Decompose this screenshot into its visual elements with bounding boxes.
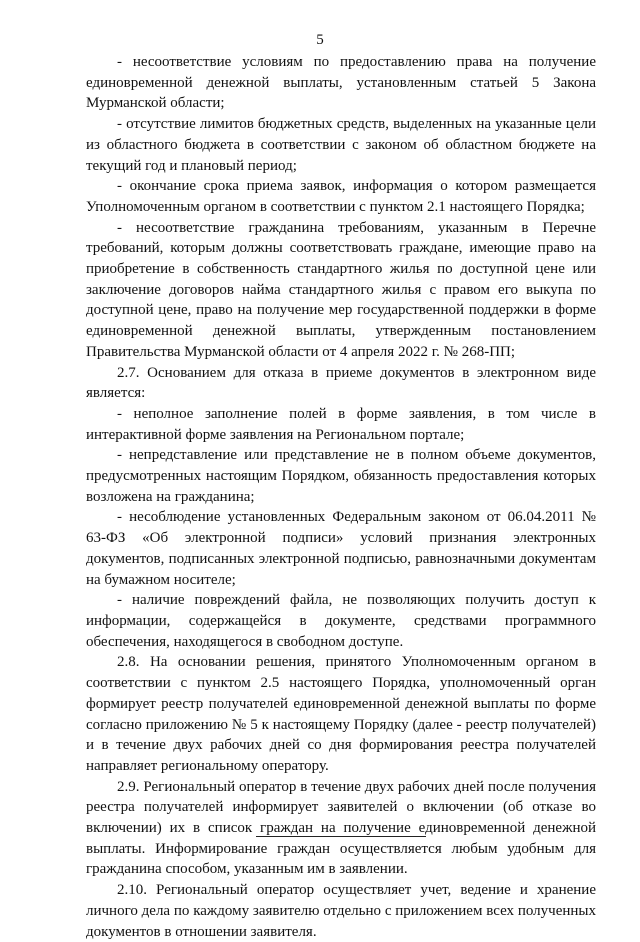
document-body	[86, 52, 596, 942]
paragraph-e-signature: - несоблюдение установленных Федеральным законом от 06.04.2011 № 63-ФЗ «Об электронной подписи» условий признания электронных документов, подписанных электронной подписью, равнозначными документам на бумажном носителе;	[86, 509, 596, 588]
paragraph-2-10: 2.10. Региональный оператор осуществляет учет, ведение и хранение личного дела по каждому заявителю отдельно с приложением всех полученных документов в отношении заявителя.	[86, 882, 596, 940]
paragraph-missing-documents: - непредставление или представление не в полном объеме документов, предусмотренных настоящим Порядком, обязанность предоставления которых возложена на гражданина;	[86, 447, 596, 505]
paragraph-file-damage: - наличие повреждений файла, не позволяющих получить доступ к информации, содержащейся в документе, средствами программного обеспечения, находящегося в свободном доступе.	[86, 592, 596, 650]
paragraph-incomplete-form: - неполное заполнение полей в форме заявления, в том числе в интерактивной форме заявления на Региональном портале;	[86, 405, 596, 443]
paragraph-no-budget-limits: - отсутствие лимитов бюджетных средств, выделенных на указанные цели из областного бюджета в соответствии с законом об областном бюджете на текущий год и плановый период;	[86, 116, 596, 174]
paragraph-2-7: 2.7. Основанием для отказа в приеме документов в электронном виде является:	[86, 364, 596, 402]
paragraph-2-9: 2.9. Региональный оператор в течение двух рабочих дней после получения реестра получателей информирует заявителей о включении (об отказе во включении) их в список граждан на получение единовременной денежной выплаты. Информирование граждан осуществляется любым удобным для гражданина способом, указанным им в заявлении.	[86, 778, 596, 878]
end-divider-line	[256, 836, 426, 837]
paragraph-2-8: 2.8. На основании решения, принятого Уполномоченным органом в соответствии с пунктом 2.5 настоящего Порядка, уполномоченный орган формирует реестр получателей единовременной денежной выплаты по форме согласно приложению № 5 к настоящему Порядку (далее - реестр получателей) и в течение двух рабочих дней со дня формирования реестра получателей направляет региональному оператору.	[86, 654, 596, 774]
paragraph-deadline-expired: - окончание срока приема заявок, информация о котором размещается Уполномоченным органом в соответствии с пунктом 2.1 настоящего Порядка;	[86, 178, 596, 215]
page-number: 5	[316, 32, 324, 48]
paragraph-requirements-mismatch: - несоответствие гражданина требованиям, указанным в Перечне требований, которым должны соответствовать граждане, имеющие право на приобретение в собственность стандартного жилья по доступной цене или заключение договоров найма стандартного жилья с правом его выкупа по доступной цене, право на получение мер государственной поддержки в форме единовременной денежной выплаты, утвержденным постановлением Правительства Мурманской области от 4 апреля 2022 г. № 268-ПП;	[86, 219, 596, 360]
paragraph-mismatch-conditions: - несоответствие условиям по предоставлению права на получение единовременной денежной выплаты, установленным статьей 5 Закона Мурманской области;	[86, 54, 596, 112]
